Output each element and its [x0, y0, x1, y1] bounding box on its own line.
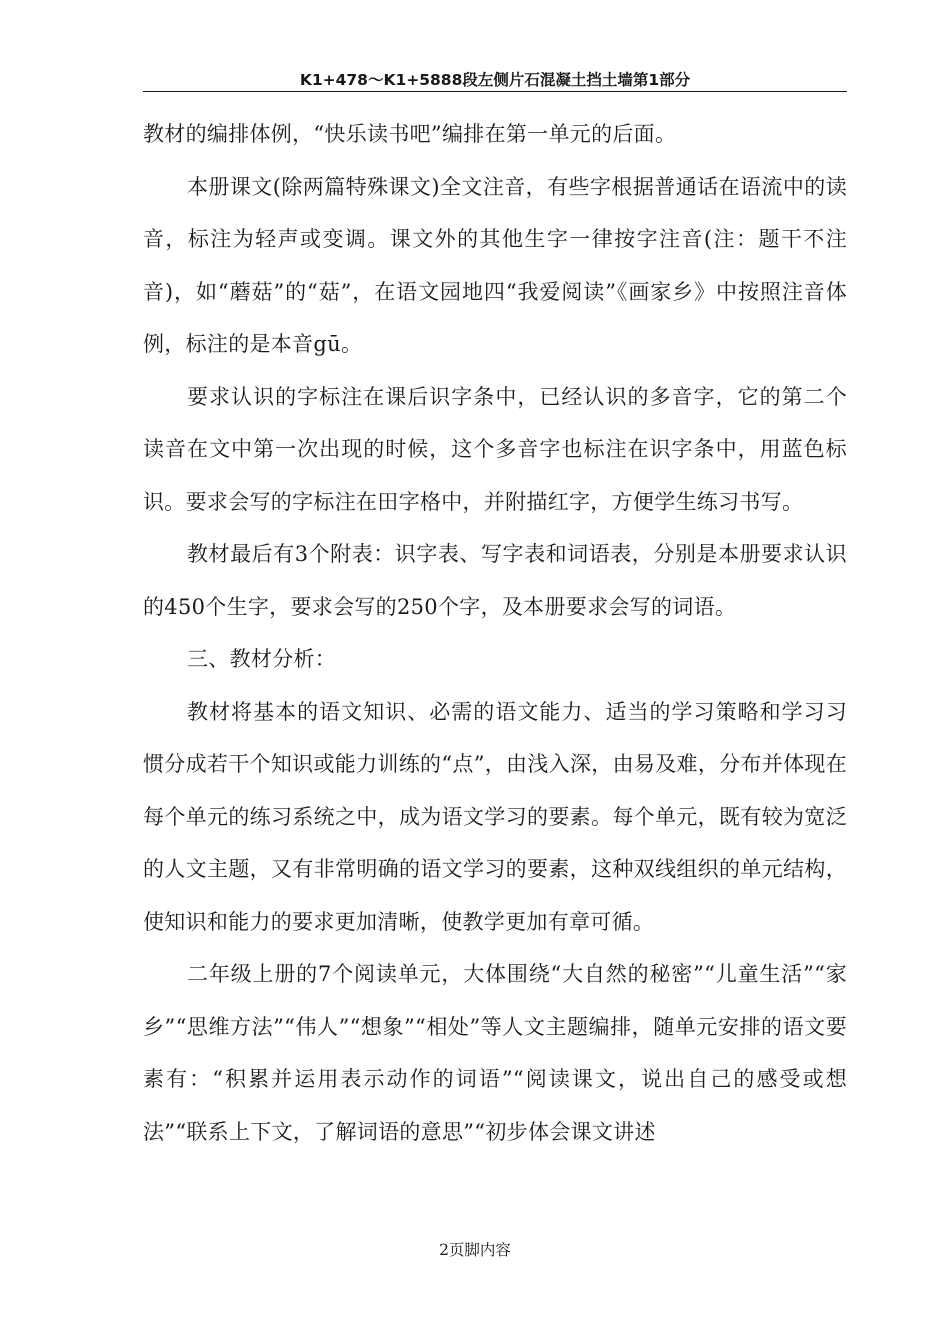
paragraph-2: 本册课文(除两篇特殊课文)全文注音，有些字根据普通话在语流中的读音，标注为轻声或变调。课文外的其他生字一律按字注音(注：题干不注音)，如“蘑菇”的“菇”，在语文园地四“我爱阅读”《画家乡》中按照注音体例，标注的是本音gū。 [143, 174, 847, 356]
paragraph-1: 教材的编排体例，“快乐读书吧”编排在第一单元的后面。 [143, 122, 677, 146]
paragraph-6: 二年级上册的7个阅读单元，大体围绕“大自然的秘密”“儿童生活”“家乡”“思维方法”“伟人”“想象”“相处”等人文主题编排，随单元安排的语文要素有：“积累并运用表示动作的词语”“阅读课文，说出自己的感受或想法”“联系上下文，了解词语的意思”“初步体会课文讲述 [143, 962, 847, 1144]
paragraph-5: 教材将基本的语文知识、必需的语文能力、适当的学习策略和学习习惯分成若干个知识或能力训练的“点”，由浅入深，由易及难，分布并体现在每个单元的练习系统之中，成为语文学习的要素。每个单元，既有较为宽泛的人文主题，又有非常明确的语文学习的要素，这种双线组织的单元结构，使知识和能力的要求更加清晰，使教学更加有章可循。 [143, 699, 847, 934]
paragraph-3: 要求认识的字标注在课后识字条中，已经认识的多音字，它的第二个读音在文中第一次出现的时候，这个多音字也标注在识字条中，用蓝色标识。要求会写的字标注在田字格中，并附描红字，方便学生练习书写。 [143, 384, 847, 514]
paragraph-4: 教材最后有3个附表：识字表、写字表和词语表，分别是本册要求认识的450个生字，要求会写的250个字，及本册要求会写的词语。 [143, 542, 847, 619]
header-divider [143, 91, 847, 92]
document-body [143, 108, 847, 1158]
section-heading: 三、教材分析： [187, 647, 337, 671]
page-header: K1+478～K1+5888段左侧片石混凝土挡土墙第1部分 [299, 71, 691, 89]
page-footer: 2页脚内容 [439, 1241, 511, 1259]
